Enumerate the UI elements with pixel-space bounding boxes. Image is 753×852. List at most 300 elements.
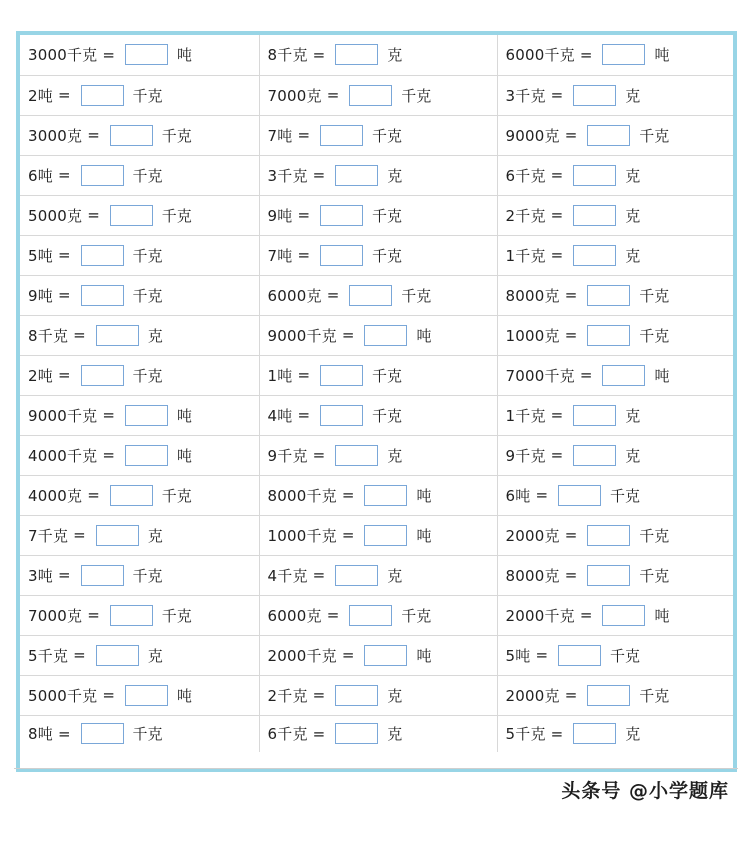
problem-quantity: 7吨 <box>267 126 293 145</box>
target-unit: 克 <box>147 526 163 545</box>
table-row <box>20 355 733 395</box>
conversion-problem <box>506 485 734 506</box>
conversion-problem <box>268 205 497 226</box>
answer-box[interactable] <box>364 525 407 546</box>
equals-sign: = <box>564 566 578 584</box>
answer-box[interactable] <box>602 365 645 386</box>
equals-sign: = <box>326 286 340 304</box>
conversion-cell <box>497 395 733 435</box>
answer-box[interactable] <box>573 445 616 466</box>
problem-quantity: 5吨 <box>28 246 53 265</box>
problem-quantity: 7000克 <box>28 606 83 625</box>
conversion-problem <box>506 723 734 744</box>
answer-box[interactable] <box>81 565 124 586</box>
target-unit: 克 <box>625 86 641 105</box>
problem-quantity: 2吨 <box>28 86 53 105</box>
equals-sign: = <box>57 366 71 384</box>
equals-sign: = <box>550 86 564 104</box>
conversion-problem <box>268 125 497 146</box>
conversion-cell <box>259 315 497 355</box>
conversion-cell <box>20 75 259 115</box>
target-unit: 吨 <box>654 46 670 65</box>
answer-box[interactable] <box>587 285 630 306</box>
equals-sign: = <box>535 646 549 664</box>
equals-sign: = <box>297 366 311 384</box>
table-row <box>20 595 733 635</box>
conversion-table-body <box>20 35 733 752</box>
answer-box[interactable] <box>587 565 630 586</box>
conversion-cell <box>259 395 497 435</box>
conversion-problem <box>506 365 734 386</box>
problem-quantity: 7000千克 <box>505 366 575 385</box>
table-row <box>20 635 733 675</box>
equals-sign: = <box>535 486 549 504</box>
conversion-cell <box>259 115 497 155</box>
answer-box[interactable] <box>96 525 139 546</box>
target-unit: 千克 <box>639 326 670 345</box>
answer-box[interactable] <box>81 85 124 106</box>
conversion-cell <box>20 595 259 635</box>
target-unit: 吨 <box>416 326 432 345</box>
conversion-problem <box>28 723 259 744</box>
equals-sign: = <box>550 166 564 184</box>
conversion-problem <box>506 85 734 106</box>
answer-box[interactable] <box>587 525 630 546</box>
target-unit: 吨 <box>654 606 670 625</box>
conversion-problem <box>28 445 259 466</box>
table-row <box>20 395 733 435</box>
problem-quantity: 2000千克 <box>505 606 575 625</box>
target-unit: 千克 <box>610 486 641 505</box>
answer-box[interactable] <box>364 325 407 346</box>
conversion-problem <box>268 605 497 626</box>
table-row <box>20 115 733 155</box>
conversion-cell <box>497 75 733 115</box>
conversion-problem <box>28 245 259 266</box>
target-unit: 克 <box>147 326 163 345</box>
problem-quantity: 3吨 <box>28 566 53 585</box>
answer-box[interactable] <box>349 285 392 306</box>
conversion-cell <box>497 435 733 475</box>
conversion-problem <box>506 445 734 466</box>
problem-quantity: 5000千克 <box>28 686 98 705</box>
conversion-problem <box>268 565 497 586</box>
target-unit: 克 <box>387 446 403 465</box>
equals-sign: = <box>312 166 326 184</box>
answer-box[interactable] <box>320 405 363 426</box>
equals-sign: = <box>550 406 564 424</box>
target-unit: 克 <box>387 686 403 705</box>
equals-sign: = <box>73 646 86 664</box>
answer-box[interactable] <box>81 245 124 266</box>
problem-quantity: 8吨 <box>28 725 53 744</box>
answer-box[interactable] <box>125 405 168 426</box>
answer-box[interactable] <box>81 285 124 306</box>
conversion-cell <box>259 555 497 595</box>
answer-box[interactable] <box>320 205 363 226</box>
conversion-problem <box>268 365 497 386</box>
equals-sign: = <box>564 326 578 344</box>
conversion-problem <box>506 325 734 346</box>
problem-quantity: 2千克 <box>505 206 546 225</box>
answer-box[interactable] <box>125 445 168 466</box>
equals-sign: = <box>312 446 326 464</box>
target-unit: 千克 <box>372 406 403 425</box>
answer-box[interactable] <box>96 325 139 346</box>
problem-quantity: 9000千克 <box>28 406 98 425</box>
answer-box[interactable] <box>81 723 124 744</box>
equals-sign: = <box>579 45 593 64</box>
target-unit: 千克 <box>161 486 192 505</box>
conversion-cell <box>497 275 733 315</box>
conversion-problem <box>506 165 734 186</box>
problem-quantity: 9千克 <box>505 446 546 465</box>
answer-box[interactable] <box>558 485 601 506</box>
conversion-problem <box>28 645 259 666</box>
conversion-cell <box>259 675 497 715</box>
equals-sign: = <box>57 86 71 104</box>
conversion-problem <box>506 525 734 546</box>
target-unit: 克 <box>387 725 403 744</box>
table-row <box>20 35 733 75</box>
problem-quantity: 3000克 <box>28 126 83 145</box>
problem-quantity: 8000克 <box>505 566 560 585</box>
conversion-cell <box>497 155 733 195</box>
problem-quantity: 9000千克 <box>267 326 337 345</box>
problem-quantity: 1吨 <box>267 366 293 385</box>
conversion-problem <box>506 44 734 65</box>
target-unit: 克 <box>625 446 641 465</box>
problem-quantity: 9吨 <box>267 206 293 225</box>
answer-box[interactable] <box>573 723 616 744</box>
answer-box[interactable] <box>587 325 630 346</box>
target-unit: 克 <box>625 166 641 185</box>
conversion-problem <box>28 285 259 306</box>
table-row <box>20 155 733 195</box>
problem-quantity: 6吨 <box>28 166 53 185</box>
target-unit: 千克 <box>401 606 432 625</box>
equals-sign: = <box>326 606 340 624</box>
target-unit: 克 <box>625 246 641 265</box>
target-unit: 千克 <box>132 366 163 385</box>
equals-sign: = <box>297 246 311 264</box>
problem-quantity: 2000千克 <box>267 646 337 665</box>
equals-sign: = <box>564 126 578 144</box>
target-unit: 吨 <box>176 406 192 425</box>
answer-box[interactable] <box>320 365 363 386</box>
conversion-problem <box>28 685 259 706</box>
equals-sign: = <box>564 686 578 704</box>
conversion-problem <box>268 445 497 466</box>
problem-quantity: 6吨 <box>505 486 531 505</box>
table-row <box>20 515 733 555</box>
conversion-problem <box>28 525 259 546</box>
answer-box[interactable] <box>335 565 378 586</box>
equals-sign: = <box>312 566 326 584</box>
target-unit: 吨 <box>654 366 670 385</box>
target-unit: 克 <box>387 166 403 185</box>
table-row <box>20 475 733 515</box>
equals-sign: = <box>326 86 340 104</box>
equals-sign: = <box>341 526 355 544</box>
problem-quantity: 8千克 <box>267 46 308 65</box>
equals-sign: = <box>57 246 71 264</box>
conversion-cell <box>20 275 259 315</box>
conversion-cell <box>497 35 733 75</box>
answer-box[interactable] <box>573 245 616 266</box>
answer-box[interactable] <box>96 645 139 666</box>
answer-box[interactable] <box>573 205 616 226</box>
conversion-cell <box>259 195 497 235</box>
conversion-problem <box>268 44 497 65</box>
conversion-problem <box>268 405 497 426</box>
answer-box[interactable] <box>320 125 363 146</box>
conversion-problem <box>268 165 497 186</box>
target-unit: 千克 <box>132 246 163 265</box>
equals-sign: = <box>312 45 326 64</box>
target-unit: 千克 <box>132 286 163 305</box>
conversion-problem <box>28 485 259 506</box>
problem-quantity: 9000克 <box>505 126 560 145</box>
answer-box[interactable] <box>349 85 392 106</box>
conversion-cell <box>259 35 497 75</box>
target-unit: 千克 <box>639 686 670 705</box>
conversion-problem <box>268 645 497 666</box>
target-unit: 千克 <box>610 646 641 665</box>
problem-quantity: 1000克 <box>505 326 560 345</box>
conversion-cell <box>20 435 259 475</box>
equals-sign: = <box>297 126 311 144</box>
table-row <box>20 715 733 752</box>
table-row <box>20 675 733 715</box>
answer-box[interactable] <box>335 445 378 466</box>
target-unit: 千克 <box>639 566 670 585</box>
answer-box[interactable] <box>573 85 616 106</box>
conversion-problem <box>506 645 734 666</box>
problem-quantity: 4千克 <box>267 566 308 585</box>
answer-box[interactable] <box>125 685 168 706</box>
target-unit: 千克 <box>372 126 403 145</box>
conversion-cell <box>259 75 497 115</box>
conversion-problem <box>506 605 734 626</box>
answer-box[interactable] <box>81 165 124 186</box>
equals-sign: = <box>57 566 71 584</box>
target-unit: 吨 <box>176 446 192 465</box>
conversion-cell <box>497 235 733 275</box>
conversion-problem <box>268 245 497 266</box>
conversion-cell <box>259 475 497 515</box>
target-unit: 吨 <box>416 646 432 665</box>
conversion-table <box>20 35 733 752</box>
answer-box[interactable] <box>573 405 616 426</box>
problem-quantity: 2000克 <box>505 526 560 545</box>
conversion-problem <box>506 125 734 146</box>
problem-quantity: 2吨 <box>28 366 53 385</box>
equals-sign: = <box>73 326 86 344</box>
equals-sign: = <box>87 606 100 624</box>
equals-sign: = <box>312 686 326 704</box>
conversion-cell <box>20 315 259 355</box>
equals-sign: = <box>57 724 71 743</box>
table-row <box>20 275 733 315</box>
conversion-problem <box>28 165 259 186</box>
answer-box[interactable] <box>335 723 378 744</box>
conversion-cell <box>497 635 733 675</box>
problem-quantity: 1000千克 <box>267 526 337 545</box>
conversion-cell <box>259 435 497 475</box>
equals-sign: = <box>87 486 100 504</box>
target-unit: 千克 <box>161 126 192 145</box>
answer-box[interactable] <box>364 485 407 506</box>
target-unit: 千克 <box>132 725 163 744</box>
answer-box[interactable] <box>110 205 153 226</box>
answer-box[interactable] <box>602 605 645 626</box>
equals-sign: = <box>297 406 311 424</box>
conversion-cell <box>259 355 497 395</box>
target-unit: 克 <box>147 646 163 665</box>
target-unit: 吨 <box>176 686 192 705</box>
answer-box[interactable] <box>110 605 153 626</box>
table-row <box>20 555 733 595</box>
conversion-cell <box>259 595 497 635</box>
conversion-cell <box>497 595 733 635</box>
problem-quantity: 6000克 <box>267 286 322 305</box>
equals-sign: = <box>102 406 115 424</box>
conversion-problem <box>28 205 259 226</box>
target-unit: 千克 <box>372 366 403 385</box>
answer-box[interactable] <box>335 165 378 186</box>
equals-sign: = <box>564 286 578 304</box>
conversion-cell <box>497 195 733 235</box>
conversion-problem <box>268 325 497 346</box>
problem-quantity: 4000克 <box>28 486 83 505</box>
conversion-cell <box>259 635 497 675</box>
conversion-problem <box>268 723 497 744</box>
conversion-cell <box>259 515 497 555</box>
problem-quantity: 9千克 <box>267 446 308 465</box>
answer-box[interactable] <box>335 685 378 706</box>
table-row <box>20 195 733 235</box>
target-unit: 千克 <box>639 126 670 145</box>
problem-quantity: 3千克 <box>505 86 546 105</box>
target-unit: 克 <box>625 725 641 744</box>
problem-quantity: 6000千克 <box>505 46 575 65</box>
equals-sign: = <box>102 686 115 704</box>
problem-quantity: 3000千克 <box>28 46 98 65</box>
problem-quantity: 5吨 <box>505 646 531 665</box>
conversion-problem <box>506 405 734 426</box>
answer-box[interactable] <box>364 645 407 666</box>
target-unit: 千克 <box>161 606 192 625</box>
conversion-problem <box>268 485 497 506</box>
problem-quantity: 7吨 <box>267 246 293 265</box>
problem-quantity: 2千克 <box>267 686 308 705</box>
problem-quantity: 5千克 <box>505 725 546 744</box>
conversion-problem <box>506 245 734 266</box>
conversion-problem <box>268 685 497 706</box>
target-unit: 克 <box>625 406 641 425</box>
answer-box[interactable] <box>110 485 153 506</box>
equals-sign: = <box>102 446 115 464</box>
conversion-cell <box>259 155 497 195</box>
conversion-cell <box>259 235 497 275</box>
target-unit: 千克 <box>132 86 163 105</box>
conversion-cell <box>20 675 259 715</box>
problem-quantity: 1千克 <box>505 246 546 265</box>
target-unit: 千克 <box>372 246 403 265</box>
target-unit: 吨 <box>416 526 432 545</box>
problem-quantity: 6000克 <box>267 606 322 625</box>
problem-quantity: 6千克 <box>267 725 308 744</box>
conversion-problem <box>268 525 497 546</box>
equals-sign: = <box>73 526 86 544</box>
table-row <box>20 75 733 115</box>
conversion-cell <box>497 675 733 715</box>
problem-quantity: 5千克 <box>28 646 69 665</box>
problem-quantity: 8000千克 <box>267 486 337 505</box>
conversion-cell <box>497 355 733 395</box>
equals-sign: = <box>550 724 564 743</box>
problem-quantity: 8千克 <box>28 326 69 345</box>
conversion-cell <box>20 395 259 435</box>
conversion-problem <box>28 325 259 346</box>
equals-sign: = <box>564 526 578 544</box>
answer-box[interactable] <box>558 645 601 666</box>
problem-quantity: 7千克 <box>28 526 69 545</box>
conversion-problem <box>28 365 259 386</box>
conversion-cell <box>497 475 733 515</box>
problem-quantity: 3千克 <box>267 166 308 185</box>
target-unit: 千克 <box>401 286 432 305</box>
answer-box[interactable] <box>573 165 616 186</box>
target-unit: 千克 <box>639 526 670 545</box>
target-unit: 千克 <box>132 166 163 185</box>
equals-sign: = <box>550 206 564 224</box>
answer-box[interactable] <box>320 245 363 266</box>
problem-quantity: 2000克 <box>505 686 560 705</box>
target-unit: 千克 <box>401 86 432 105</box>
target-unit: 吨 <box>176 46 192 65</box>
conversion-problem <box>28 85 259 106</box>
conversion-problem <box>268 85 497 106</box>
answer-box[interactable] <box>81 365 124 386</box>
conversion-cell <box>20 715 259 752</box>
target-unit: 千克 <box>372 206 403 225</box>
equals-sign: = <box>579 606 593 624</box>
answer-box[interactable] <box>125 44 168 65</box>
table-row <box>20 315 733 355</box>
answer-box[interactable] <box>349 605 392 626</box>
conversion-cell <box>497 315 733 355</box>
answer-box[interactable] <box>335 44 378 65</box>
conversion-problem <box>28 565 259 586</box>
equals-sign: = <box>57 166 71 184</box>
target-unit: 克 <box>387 46 403 65</box>
answer-box[interactable] <box>110 125 153 146</box>
problem-quantity: 4吨 <box>267 406 293 425</box>
conversion-problem <box>28 44 259 65</box>
conversion-cell <box>259 275 497 315</box>
equals-sign: = <box>550 446 564 464</box>
answer-box[interactable] <box>587 685 630 706</box>
bottom-divider <box>14 768 738 769</box>
equals-sign: = <box>341 646 355 664</box>
conversion-problem <box>506 285 734 306</box>
problem-quantity: 9吨 <box>28 286 53 305</box>
conversion-cell <box>20 515 259 555</box>
answer-box[interactable] <box>587 125 630 146</box>
answer-box[interactable] <box>602 44 645 65</box>
